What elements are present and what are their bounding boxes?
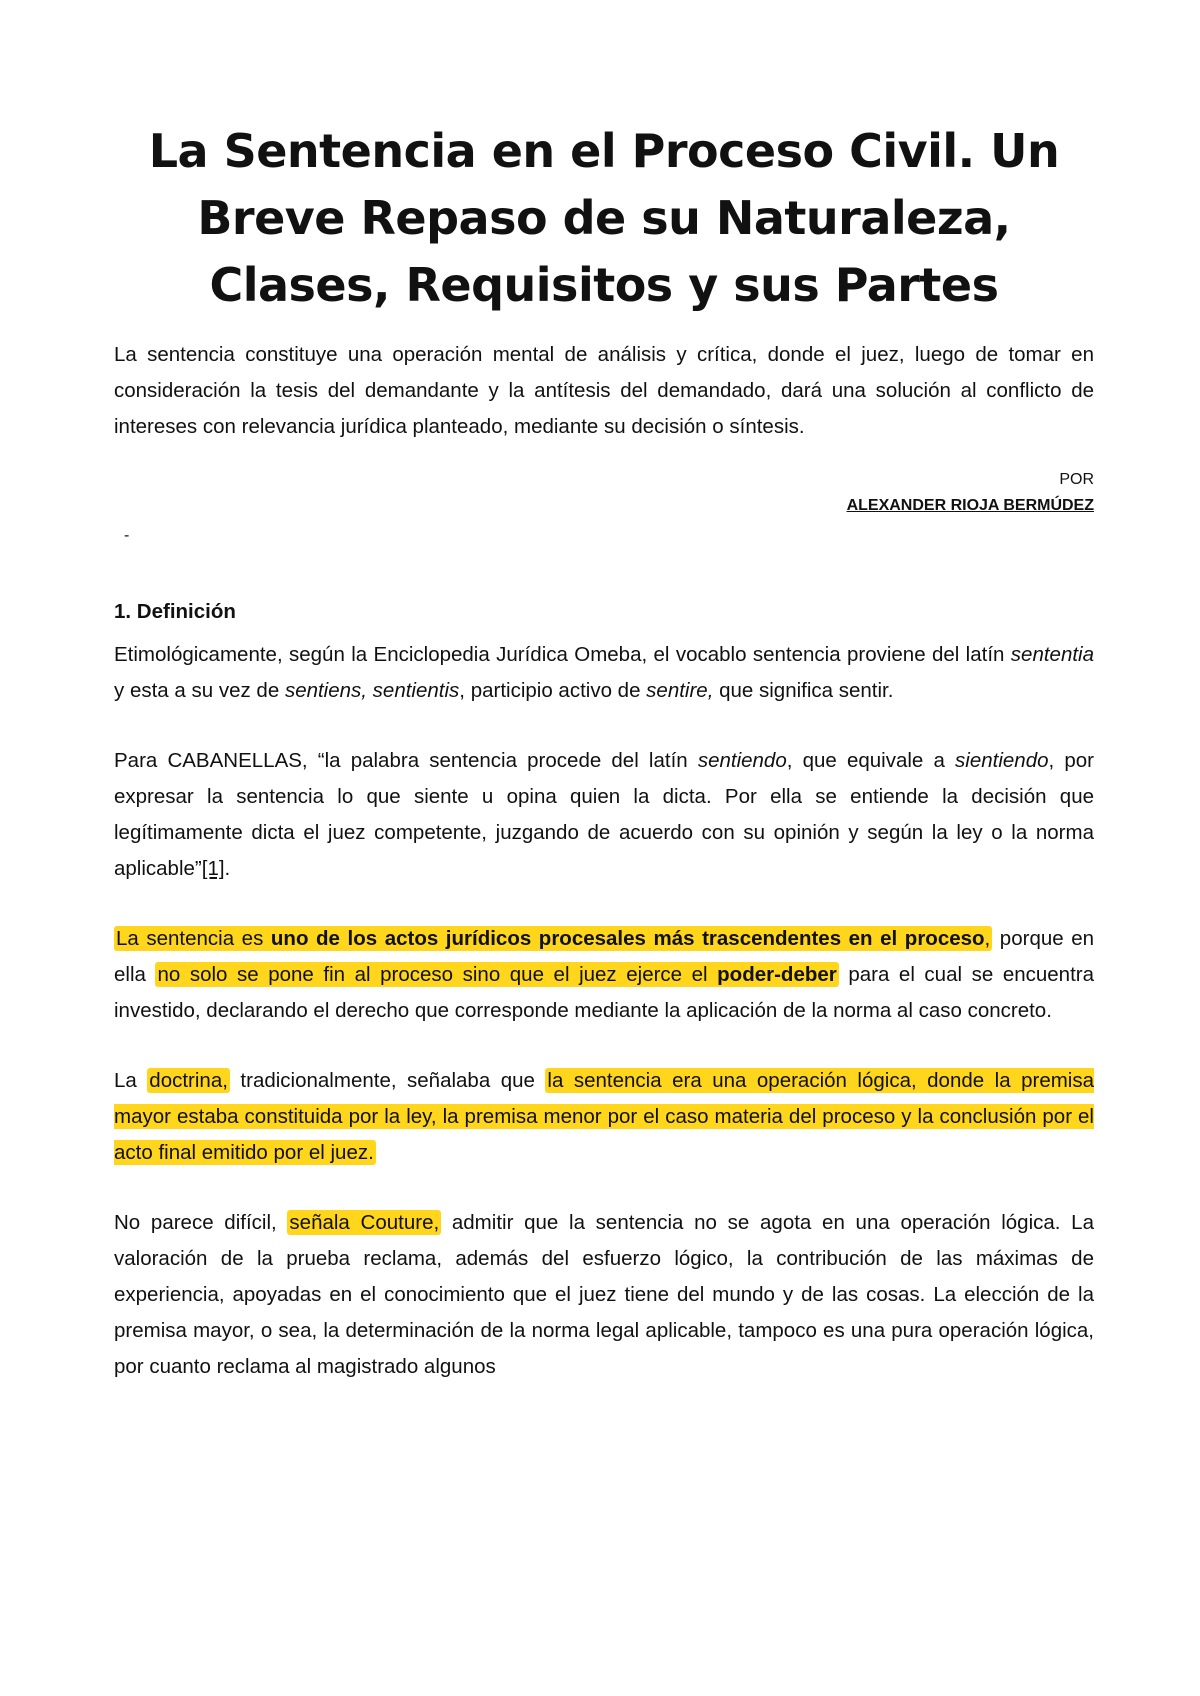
text-run: , (984, 927, 991, 950)
highlighted-text (114, 926, 992, 951)
text-run: y esta a su vez de (114, 679, 285, 702)
byline-label: POR (1059, 471, 1094, 488)
italic-term: sientiendo (955, 749, 1049, 772)
text-run: La (114, 1069, 148, 1092)
highlighted-text: señala Couture, (289, 1211, 440, 1234)
bold-text: poder-deber (717, 963, 837, 986)
italic-term: sentiens, sentientis (284, 679, 460, 702)
text-run: , que equivale a (786, 749, 956, 772)
paragraph-couture (114, 1205, 1094, 1385)
text-run: , participio activo de (459, 679, 647, 702)
text-run: Para CABANELLAS, “la palabra sentencia procede del latín (114, 749, 698, 772)
text-run: no solo se pone fin al proceso sino que el juez ejerce el (157, 963, 718, 986)
italic-term: sentiendo (697, 749, 787, 772)
text-run: . (224, 857, 231, 880)
text-run: admitir que la sentencia no se agota en una operación lógica. La valoración de la prueba reclama, además del esfuerzo lógico, la contribución de las máximas de experiencia, apoyadas en el conocimiento que el juez tiene del mundo y de las cosas. La elección de la premisa mayor, o sea, la determinación de la norma legal aplicable, tampoco es una pura operación lógica, por cuanto reclama al magistrado algunos (114, 1211, 1094, 1378)
lead-paragraph: La sentencia constituye una operación mental de análisis y crítica, donde el juez, luego de tomar en consideración la tesis del demandante y la antítesis del demandado, dará una solución al conflicto de intereses con relevancia jurídica planteado, mediante su decisión o síntesis. (114, 343, 1094, 438)
text-run: para el cual se encuentra investido, declarando el derecho que corresponde mediante la aplicación de la norma al caso concreto. (114, 963, 1094, 1022)
paragraph-cabanellas (114, 743, 1094, 887)
highlighted-text (155, 962, 838, 987)
paragraph-doctrine (114, 1063, 1094, 1171)
footnote-link[interactable]: [1] (201, 857, 225, 880)
section-heading: 1. Definición (114, 600, 236, 623)
document-title: La Sentencia en el Proceso Civil. Un Breve Repaso de su Naturaleza, Clases, Requisitos y sus Partes (148, 124, 1060, 312)
text-run: No parece difícil, (114, 1211, 288, 1234)
text-run: porque en ella (114, 927, 1095, 986)
italic-term: sentire, (646, 679, 714, 702)
paragraph-etymology (114, 637, 1094, 709)
text-run: tradicionalmente, señalaba que (229, 1069, 546, 1092)
text-run: que significa sentir. (713, 679, 894, 702)
italic-term: sententia (1010, 643, 1094, 666)
paragraph-acts (114, 921, 1094, 1029)
author-name: ALEXANDER RIOJA BERMÚDEZ (846, 497, 1094, 514)
bold-text: uno de los actos jurídicos procesales más trascendentes en el proceso (270, 927, 985, 950)
text-run: Etimológicamente, según la Enciclopedia Jurídica Omeba, el vocablo sentencia proviene del latín (114, 643, 1011, 666)
highlighted-text: la sentencia era una operación lógica, donde la premisa mayor estaba constituida por la ley, la premisa menor por el caso materia del proceso y la conclusión por el acto final emitido por el juez. (114, 1069, 1094, 1164)
text-run: La sentencia es (116, 927, 271, 950)
highlighted-text: doctrina, (149, 1069, 228, 1092)
text-run: , por expresar la sentencia lo que siente u opina quien la dicta. Por ella se entiende la decisión que legítimamente dicta el juez competente, juzgando de acuerdo con su opinión y según la ley o la norma aplicable” (114, 749, 1094, 880)
separator-dash: - (124, 527, 130, 544)
